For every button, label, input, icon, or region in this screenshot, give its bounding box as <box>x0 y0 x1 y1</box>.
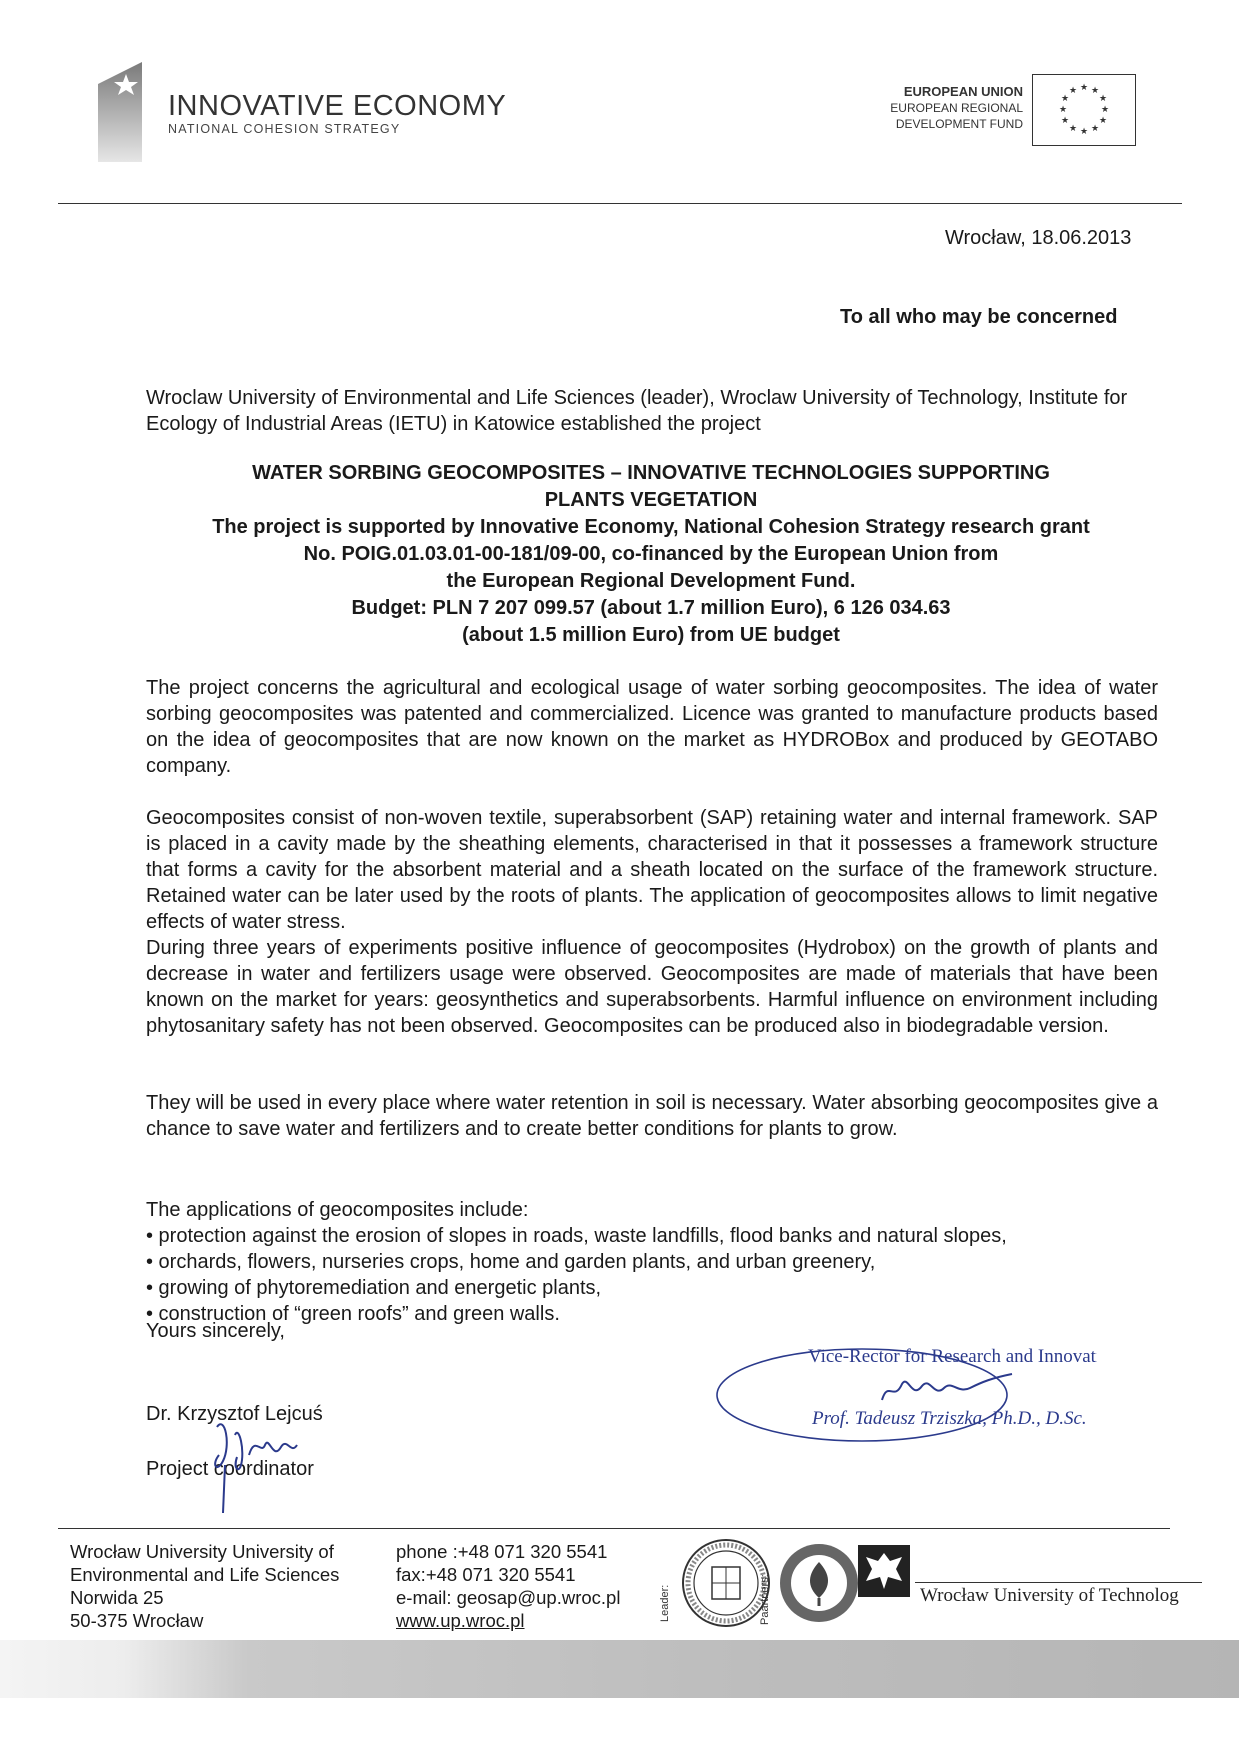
innovative-economy-logo <box>98 62 158 162</box>
list-item: • growing of phytoremediation and energetic plants, <box>146 1277 602 1299</box>
paragraph-3-text: They will be used in every place where water retention in soil is necessary. Water absorbing geocomposites give a chance to save water and fertilizers and to create better conditions for plants to grow. <box>146 1092 1158 1140</box>
eu-line3: DEVELOPMENT FUND <box>895 117 1023 131</box>
address-line: Environmental and Life Sciences <box>70 1564 340 1585</box>
address-line: Norwida 25 <box>70 1587 164 1608</box>
svg-text:★: ★ <box>1098 94 1108 104</box>
footer-divider <box>58 1528 1170 1529</box>
pwr-name: Wrocław University of Technolog <box>920 1585 1179 1606</box>
paragraph-2b: During three years of experiments positive influence of geocomposites (Hydrobox) on the growth of plants and decrease in water and fertilizers usage were observed. Geocomposites are made of materials that have been known on the market for years: geosynthetics and superabsorbents. Harmful influence on environment including phytosanitary safety has not been observed. Geocomposites can be produced also in biodegradable version. <box>146 937 1158 1037</box>
svg-text:★: ★ <box>1068 124 1078 134</box>
partners-label-box <box>755 1567 777 1627</box>
project-block <box>146 460 1156 649</box>
innovative-economy-title: INNOVATIVE ECONOMY <box>168 90 507 122</box>
list-intro: The applications of geocomposites include: <box>146 1199 529 1221</box>
intro-paragraph: Wroclaw University of Environmental and Life Sciences (leader), Wroclaw University of Technology, Institute for Ecology of Industrial Areas (IETU) in Katowice established the project <box>146 387 1128 435</box>
leader-label-box <box>655 1567 677 1627</box>
project-line: Budget: PLN 7 207 099.57 (about 1.7 million Euro), 6 126 034.63 <box>351 597 951 619</box>
svg-text:★: ★ <box>1079 127 1089 137</box>
footer-address <box>70 1540 339 1632</box>
vice-rector-stamp <box>712 1330 1097 1450</box>
letter-date: Wrocław, 18.06.2013 <box>945 227 1132 249</box>
pwr-underline <box>915 1582 1202 1583</box>
address-line: Wrocław University University of <box>70 1541 334 1562</box>
list-item: • orchards, flowers, nurseries crops, home and garden plants, and urban greenery, <box>146 1251 876 1273</box>
letter-recipient: To all who may be concerned <box>840 306 1118 328</box>
paragraph-2 <box>146 805 1158 1039</box>
leader-label: Leader: <box>659 1584 671 1622</box>
signer-role: Project coordinator <box>146 1458 314 1480</box>
project-line: the European Regional Development Fund. <box>446 570 856 592</box>
partners-label: Paartners: <box>759 1574 771 1625</box>
project-line: The project is supported by Innovative Economy, National Cohesion Strategy research grant <box>212 516 1090 538</box>
paragraph-2a: Geocomposites consist of non-woven textile, superabsorbent (SAP) retaining water and internal framework. SAP is placed in a cavity made by the sheathing elements, characterised in that it possesses a framework structure that forms a cavity for the absorbent material and a sheath located on the surface of the framework structure. Retained water can be later used by the roots of plants. The application of geocomposites allows to limit negative effects of water stress. <box>146 807 1158 933</box>
project-line: No. POIG.01.03.01-00-181/09-00, co-financed by the European Union from <box>303 543 999 565</box>
svg-text:★: ★ <box>1100 105 1110 115</box>
svg-text:★: ★ <box>1090 124 1100 134</box>
svg-text:★: ★ <box>1068 86 1078 96</box>
fax: fax:+48 071 320 5541 <box>396 1564 576 1585</box>
svg-text:★: ★ <box>1060 116 1070 126</box>
ietu-seal-icon <box>778 1542 860 1624</box>
svg-text:★: ★ <box>1090 86 1100 96</box>
closing: Yours sincerely, <box>146 1320 285 1342</box>
address-line: 50-375 Wrocław <box>70 1610 204 1631</box>
svg-text:★: ★ <box>1079 83 1089 93</box>
website-link[interactable]: www.up.wroc.pl <box>396 1610 525 1631</box>
footer-bar <box>0 1640 1239 1698</box>
svg-text:Prof. Tadeusz Trziszka, Ph.D.,: Prof. Tadeusz Trziszka, Ph.D., D.Sc. <box>812 1408 1087 1429</box>
pwr-eagle-logo <box>858 1545 910 1597</box>
innovative-economy-subtitle: NATIONAL COHESION STRATEGY <box>168 122 401 136</box>
eu-flag-icon <box>1032 74 1136 146</box>
email[interactable]: e-mail: geosap@up.wroc.pl <box>396 1587 621 1608</box>
project-line: (about 1.5 million Euro) from UE budget <box>462 624 840 646</box>
list-item: • construction of “green roofs” and green walls. <box>146 1303 560 1325</box>
svg-text:Vice-Rector for Research and I: Vice-Rector for Research and Innovation <box>808 1346 1097 1367</box>
paragraph-1: The project concerns the agricultural and ecological usage of water sorbing geocomposites. The idea of water sorbing geocomposites was patented and commercialized. Licence was granted to manufacture products based on the idea of geocomposites that are now known on the market as HYDROBox and produced by GEOTABO company. <box>146 677 1158 777</box>
header-divider <box>58 203 1182 204</box>
list-item: • protection against the erosion of slopes in roads, waste landfills, flood banks and natural slopes, <box>146 1225 1007 1247</box>
project-line: PLANTS VEGETATION <box>544 489 758 511</box>
eu-line1: EUROPEAN UNION <box>903 84 1023 99</box>
svg-text:★: ★ <box>1058 105 1068 115</box>
project-line: WATER SORBING GEOCOMPOSITES – INNOVATIVE TECHNOLOGIES SUPPORTING <box>252 462 1050 484</box>
svg-text:★: ★ <box>1098 116 1108 126</box>
applications-list <box>146 1197 1156 1327</box>
footer-contact <box>396 1540 620 1632</box>
signer-name: Dr. Krzysztof Lejcuś <box>146 1403 323 1425</box>
phone: phone :+48 071 320 5541 <box>396 1541 608 1562</box>
paragraph-3 <box>146 1090 1158 1142</box>
eu-fund-label <box>878 84 1023 132</box>
eu-line2: EUROPEAN REGIONAL <box>890 101 1023 115</box>
handwritten-signature <box>195 1395 355 1515</box>
svg-text:★: ★ <box>1060 94 1070 104</box>
